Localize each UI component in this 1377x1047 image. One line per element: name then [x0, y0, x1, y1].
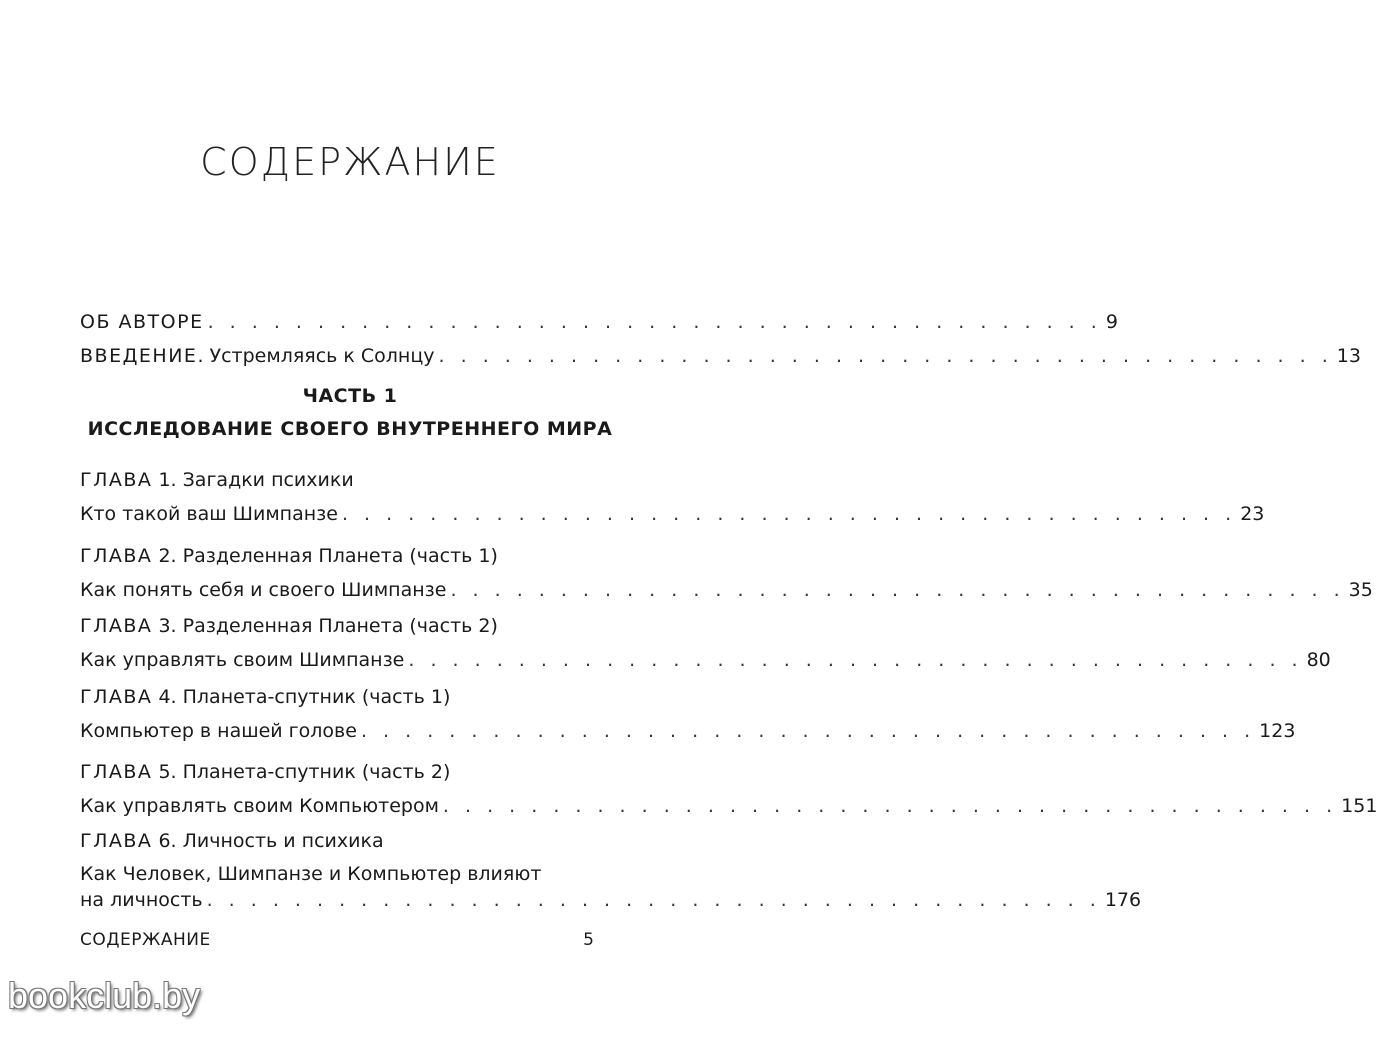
chapter-title: 6. Личность и психика	[152, 830, 384, 852]
toc-entry-chapter-3[interactable]	[80, 646, 1331, 674]
toc-entry-about-author[interactable]	[80, 308, 1118, 336]
toc-entry-introduction[interactable]	[80, 342, 1361, 370]
chapter-caps: ГЛАВА	[80, 686, 153, 708]
chapter-title: 3. Разделенная Планета (часть 2)	[152, 615, 498, 637]
leader-dots: . . . . . . . . . . . . . . . . . . . . . . . . . . . . . . . . . . . . . . . . .	[206, 889, 1101, 911]
toc-entry-label: Как управлять своим Шимпанзе	[80, 649, 405, 671]
leader-dots: . . . . . . . . . . . . . . . . . . . . . . . . . . . . . . . . . . . . . . . . .	[438, 345, 1333, 367]
toc-entry-chapter-4[interactable]	[80, 717, 1296, 745]
toc-page-number: 9	[1105, 311, 1118, 333]
toc-page-number: 80	[1306, 649, 1331, 671]
chapter-title: 4. Планета-спутник (часть 1)	[152, 686, 451, 708]
toc-entry-chapter-2[interactable]	[80, 576, 1373, 604]
chapter-heading	[80, 542, 594, 570]
toc-page-number: 23	[1240, 503, 1265, 525]
chapter-caps: ГЛАВА	[80, 615, 153, 637]
leader-dots: . . . . . . . . . . . . . . . . . . . . . . . . . . . . . . . . . . . . . . . . .	[450, 579, 1345, 601]
toc-entry-chapter-6-line1[interactable]: Как Человек, Шимпанзе и Компьютер влияют	[80, 863, 542, 885]
toc-entry-text: . Устремляясь к Солнцу	[197, 345, 435, 367]
leader-dots: . . . . . . . . . . . . . . . . . . . . . . . . . . . . . . . . . . . . . . . . .	[341, 503, 1237, 525]
toc-page-number: 35	[1348, 579, 1373, 601]
chapter-heading	[80, 683, 594, 711]
page-title: СОДЕРЖАНИЕ	[200, 140, 500, 184]
chapter-caps: ГЛАВА	[80, 469, 153, 491]
chapter-title: 5. Планета-спутник (часть 2)	[152, 761, 451, 783]
leader-dots: . . . . . . . . . . . . . . . . . . . . . . . . . . . . . . . . . . . . . . . . .	[360, 720, 1256, 742]
running-footer-section: СОДЕРЖАНИЕ	[80, 930, 211, 950]
chapter-caps: ГЛАВА	[80, 545, 153, 567]
leader-dots: . . . . . . . . . . . . . . . . . . . . . . . . . . . . . . . . . . . . . . . . .	[442, 795, 1338, 817]
toc-page-number: 151	[1341, 795, 1377, 817]
chapter-title: 2. Разделенная Планета (часть 1)	[152, 545, 498, 567]
toc-entry-label: Как управлять своим Компьютером	[80, 795, 439, 817]
toc-page-number: 123	[1259, 720, 1296, 742]
toc-page-number: 13	[1336, 345, 1361, 367]
toc-entry-label	[80, 342, 435, 370]
leader-dots: . . . . . . . . . . . . . . . . . . . . . . . . . . . . . . . . . . . . . . . . .	[207, 311, 1102, 333]
leader-dots: . . . . . . . . . . . . . . . . . . . . . . . . . . . . . . . . . . . . . . . . .	[408, 649, 1303, 671]
toc-entry-chapter-5[interactable]	[80, 792, 1377, 820]
toc-entry-label: Как понять себя и своего Шимпанзе	[80, 579, 447, 601]
chapter-heading	[80, 612, 594, 640]
chapter-heading	[80, 827, 594, 855]
toc-entry-label: на личность	[80, 889, 203, 911]
page-number: 5	[583, 930, 594, 950]
part-number: ЧАСТЬ 1	[302, 385, 398, 407]
toc-entry-label: Компьютер в нашей голове	[80, 720, 357, 742]
toc-page-number: 176	[1104, 889, 1142, 911]
toc-entry-label: ОБ АВТОРЕ	[80, 311, 204, 333]
chapter-caps: ГЛАВА	[80, 830, 153, 852]
toc-entry-caps: ВВЕДЕНИЕ	[80, 345, 198, 367]
chapter-caps: ГЛАВА	[80, 761, 153, 783]
part-title: ИССЛЕДОВАНИЕ СВОЕГО ВНУТРЕННЕГО МИРА	[87, 418, 613, 440]
watermark: bookclub.by	[8, 975, 201, 1016]
chapter-title: 1. Загадки психики	[152, 469, 354, 491]
toc-entry-chapter-1[interactable]	[80, 500, 1265, 528]
toc-entry-chapter-6[interactable]	[80, 886, 1142, 914]
toc-entry-label: Кто такой ваш Шимпанзе	[80, 503, 338, 525]
chapter-heading	[80, 466, 594, 494]
chapter-heading	[80, 758, 594, 786]
